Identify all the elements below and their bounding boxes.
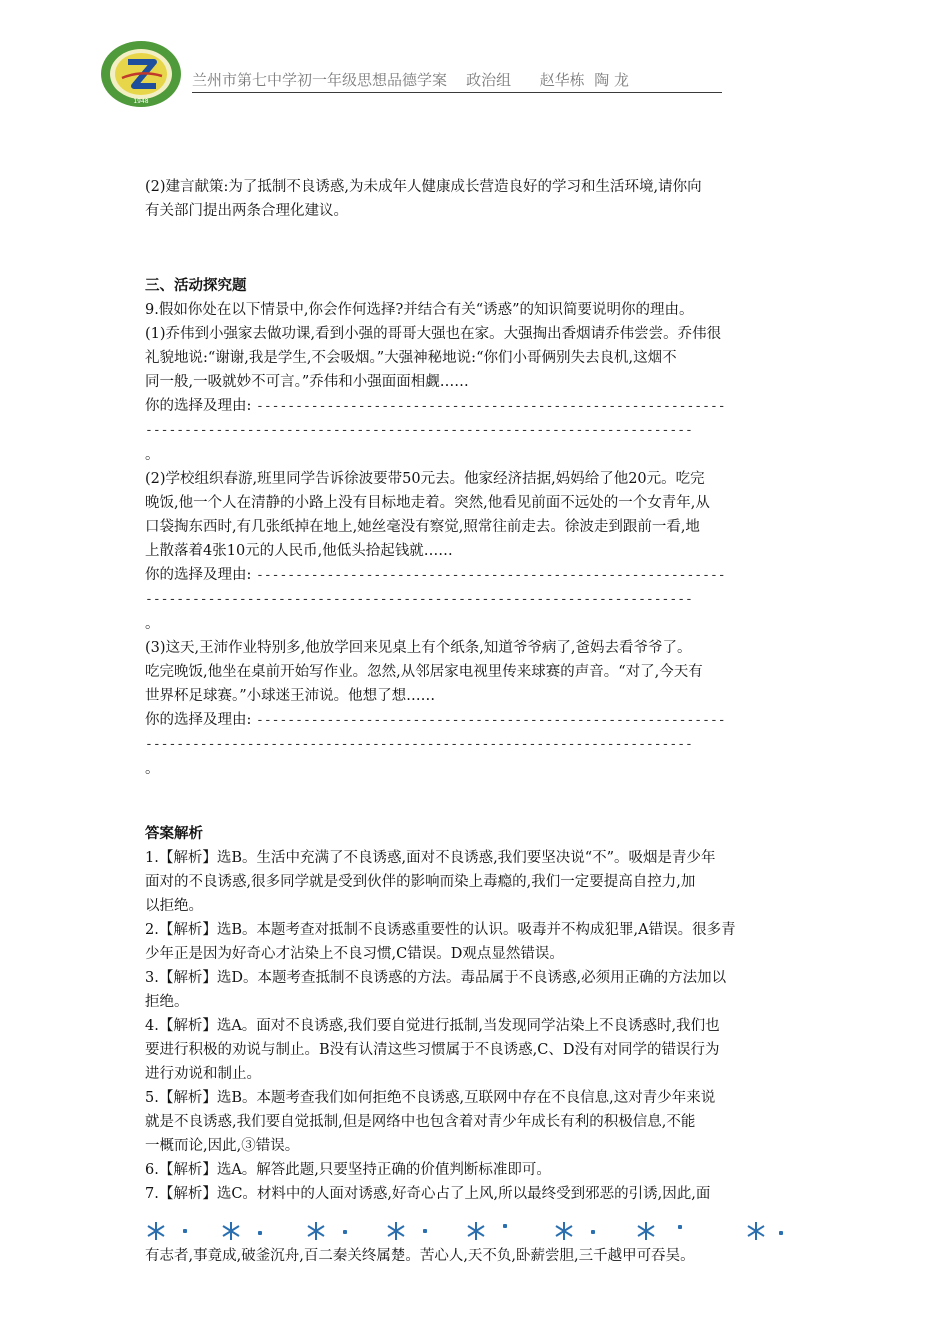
page-header: 兰州市第七中学初一年级思想品德学案 政治组 赵华栋 陶 龙 (192, 69, 722, 93)
snowflake-icon (145, 1220, 167, 1242)
section-heading: 三、活动探究题 (145, 277, 247, 294)
snowflake-icon (553, 1220, 575, 1242)
answer-text: 7.【解析】选C。材料中的人面对诱惑,好奇心占了上风,所以最终受到邪恶的引诱,因此,面 (145, 1186, 711, 1202)
snowflake-icon (465, 1220, 487, 1242)
answer-label: 你的选择及理由: (145, 398, 252, 414)
answer-text: 以拒绝。 (145, 898, 203, 914)
section-heading: 答案解析 (145, 825, 203, 842)
bullet-dot (678, 1225, 682, 1229)
answer-text: 4.【解析】选A。面对不良诱惑,我们要自觉进行抵制,当发现同学沾染上不良诱惑时,我们也 (145, 1018, 720, 1034)
answer-text: 要进行积极的劝说与制止。B没有认清这些习惯属于不良诱惑,C、D没有对同学的错误行为 (145, 1042, 720, 1058)
snowflake-icon (745, 1220, 767, 1242)
question-1-line: (1)乔伟到小强家去做功课,看到小强的哥哥大强也在家。大强掏出香烟请乔伟尝尝。乔伟很 (145, 326, 722, 342)
school-logo-icon (100, 40, 182, 108)
bullet-dot (258, 1231, 262, 1235)
text-line: (2)建言献策:为了抵制不良诱惑,为未成年人健康成长营造良好的学习和生活环境,请你向 (145, 179, 702, 195)
snowflake-icon (385, 1220, 407, 1242)
answer-text: 2.【解析】选B。本题考查对抵制不良诱惑重要性的认识。吸毒并不构成犯罪,A错误。很多青 (145, 922, 736, 938)
question-2-line: 上散落着4张10元的人民币,他低头拾起钱就…… (145, 543, 453, 559)
answer-end-mark: 。 (145, 761, 160, 777)
bullet-dot (183, 1229, 187, 1233)
question-2-line: 口袋掏东西时,有几张纸掉在地上,她丝毫没有察觉,照常往前走去。徐波走到跟前一看,地 (145, 519, 700, 535)
question-3-line: (3)这天,王沛作业特别多,他放学回来见桌上有个纸条,知道爷爷病了,爸妈去看爷爷了。 (145, 640, 692, 656)
answer-text: 一概而论,因此,③错误。 (145, 1138, 300, 1154)
answer-text: 3.【解析】选D。本题考查抵制不良诱惑的方法。毒品属于不良诱惑,必须用正确的方法加以 (145, 970, 727, 986)
answer-text: 就是不良诱惑,我们要自觉抵制,但是网络中也包含着对青少年成长有利的积极信息,不能 (145, 1114, 696, 1130)
question-1-line: 礼貌地说:“谢谢,我是学生,不会吸烟。”大强神秘地说:“你们小哥俩别失去良机,这烟不 (145, 350, 677, 366)
answer-dashes: ---------------------------------------------------------------------- (145, 423, 693, 438)
answer-text: 进行劝说和制止。 (145, 1066, 261, 1082)
answer-text: 拒绝。 (145, 994, 189, 1010)
suggestion-question (145, 175, 810, 223)
snowflake-icon (635, 1220, 657, 1242)
answer-section (145, 822, 810, 1206)
activity-section (145, 274, 810, 781)
question-2-line: 晚饭,他一个人在清静的小路上没有目标地走着。突然,他看见前面不远处的一个女青年,从 (145, 495, 710, 511)
question-1-line: 同一般,一吸就妙不可言。”乔伟和小强面面相觑…… (145, 374, 469, 390)
question-intro: 9.假如你处在以下情景中,你会作何选择?并结合有关“诱惑”的知识简要说明你的理由。 (145, 302, 694, 318)
answer-end-mark: 。 (145, 447, 160, 463)
answer-dashes: ---------------------------------------------------------------------- (145, 592, 693, 607)
answer-text: 6.【解析】选A。解答此题,只要坚持正确的价值判断标准即可。 (145, 1162, 551, 1178)
bullet-dot (591, 1230, 595, 1234)
answer-dashes: ---------------------------------------------------------------------- (145, 737, 693, 752)
snowflake-icon (220, 1220, 242, 1242)
answer-text: 面对的不良诱惑,很多同学就是受到伙伴的影响而染上毒瘾的,我们一定要提高自控力,加 (145, 874, 696, 890)
answer-label: 你的选择及理由: (145, 567, 252, 583)
motto-text: 有志者,事竟成,破釜沉舟,百二秦关终属楚。苦心人,天不负,卧薪尝胆,三千越甲可吞吴。 (145, 1248, 695, 1264)
bullet-dot (343, 1230, 347, 1234)
answer-text: 1.【解析】选B。生活中充满了不良诱惑,面对不良诱惑,我们要坚决说“不”。吸烟是青少年 (145, 850, 716, 866)
answer-dashes: ------------------------------------------------------------ (256, 713, 726, 728)
question-3-line: 吃完晚饭,他坐在桌前开始写作业。忽然,从邻居家电视里传来球赛的声音。“对了,今天有 (145, 664, 703, 680)
question-2-line: (2)学校组织春游,班里同学告诉徐波要带50元去。他家经济拮据,妈妈给了他20元。吃完 (145, 471, 705, 487)
bullet-dot (779, 1231, 783, 1235)
snowflake-border (145, 1220, 810, 1242)
logo-year: 1948 (133, 98, 149, 105)
bullet-dot (423, 1229, 427, 1233)
answer-line-1 (145, 394, 810, 419)
bullet-dot (503, 1224, 507, 1228)
answer-text: 5.【解析】选B。本题考查我们如何拒绝不良诱惑,互联网中存在不良信息,这对青少年来说 (145, 1090, 716, 1106)
snowflake-icon (305, 1220, 327, 1242)
answer-label: 你的选择及理由: (145, 712, 252, 728)
answer-line-2 (145, 563, 810, 588)
answer-end-mark: 。 (145, 616, 160, 632)
answer-text: 少年正是因为好奇心才沾染上不良习惯,C错误。D观点显然错误。 (145, 946, 564, 962)
answer-line-3 (145, 708, 810, 733)
answer-dashes: ------------------------------------------------------------ (256, 568, 726, 583)
question-3-line: 世界杯足球赛。”小球迷王沛说。他想了想…… (145, 688, 436, 704)
answer-dashes: ------------------------------------------------------------ (256, 399, 726, 414)
text-line: 有关部门提出两条合理化建议。 (145, 203, 348, 219)
